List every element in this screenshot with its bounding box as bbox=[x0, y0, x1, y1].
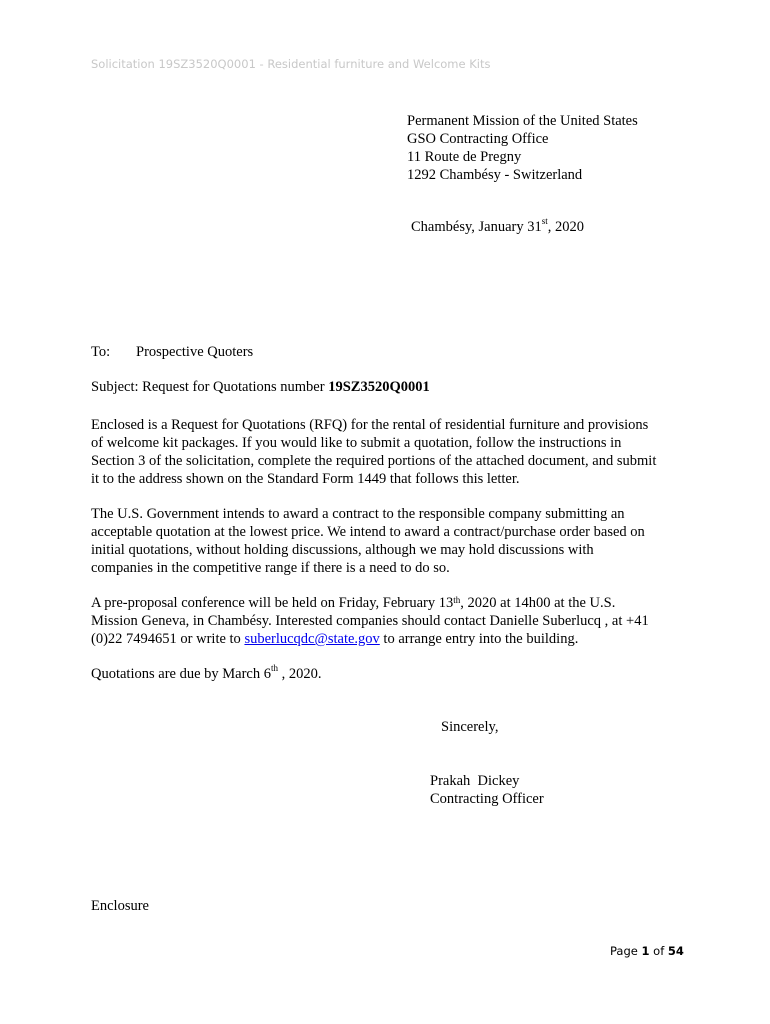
page-number bbox=[610, 944, 684, 958]
page-total: 54 bbox=[667, 944, 684, 958]
due-ordinal: th bbox=[271, 663, 279, 673]
paragraph-line: The U.S. Government intends to award a contract to the responsible company submitting an bbox=[91, 506, 625, 522]
paragraph-line bbox=[91, 630, 691, 648]
address-line: 11 Route de Pregny bbox=[407, 149, 522, 165]
date-ordinal: st bbox=[541, 216, 548, 226]
due-year: , 2020. bbox=[278, 666, 322, 682]
page-prefix: Page bbox=[610, 944, 642, 958]
paragraph-line: of welcome kit packages. If you would like to submit a quotation, follow the instructions in bbox=[91, 435, 622, 451]
paragraph-line: acceptable quotation at the lowest price. We intend to award a contract/purchase order based on bbox=[91, 524, 645, 540]
date-year: , 2020 bbox=[547, 219, 585, 235]
page-of: of bbox=[649, 944, 668, 958]
due-date-line bbox=[91, 663, 322, 683]
subject-label: Subject: Request for Quotations number bbox=[91, 379, 329, 395]
paragraph-conference bbox=[91, 594, 691, 648]
signer-title: Contracting Officer bbox=[430, 791, 544, 807]
page-header: Solicitation 19SZ3520Q0001 - Residential furniture and Welcome Kits bbox=[91, 57, 491, 71]
closing: Sincerely, bbox=[441, 719, 499, 735]
signer-name: Prakah Dickey bbox=[430, 773, 520, 789]
contact-text: (0)22 7494651 or write to bbox=[91, 631, 245, 647]
rfq-number: 19SZ3520Q0001 bbox=[328, 379, 430, 395]
email-link[interactable]: suberlucqdc@state.gov bbox=[244, 631, 380, 647]
to-label: To: bbox=[91, 344, 111, 360]
address-line: 1292 Chambésy - Switzerland bbox=[407, 167, 583, 183]
paragraph-line: Enclosed is a Request for Quotations (RFQ) for the rental of residential furniture and provisions bbox=[91, 417, 649, 433]
conference-ordinal: th bbox=[453, 595, 461, 605]
paragraph-line: Mission Geneva, in Chambésy. Interested companies should contact Danielle Suberlucq , at +41 bbox=[91, 613, 649, 629]
paragraph-award-intent bbox=[91, 505, 691, 577]
recipient-line bbox=[91, 344, 253, 361]
paragraph-line: initial quotations, without holding discussions, although we may hold discussions with bbox=[91, 542, 594, 558]
due-text: Quotations are due by March 6 bbox=[91, 666, 271, 682]
conference-text: A pre-proposal conference will be held on Friday, February 13 bbox=[91, 595, 454, 611]
sender-address bbox=[407, 112, 638, 184]
subject-line bbox=[91, 379, 430, 396]
paragraph-line bbox=[91, 594, 691, 612]
conference-text-end: , 2020 at 14h00 at the U.S. bbox=[460, 595, 616, 611]
address-line: Permanent Mission of the United States bbox=[407, 113, 638, 129]
address-line: GSO Contracting Office bbox=[407, 131, 549, 147]
to-value: Prospective Quoters bbox=[136, 344, 254, 360]
date-text: Chambésy, January 31 bbox=[411, 219, 542, 235]
paragraph-line: Section 3 of the solicitation, complete the required portions of the attached document, and submit bbox=[91, 453, 657, 469]
paragraph-line: companies in the competitive range if there is a need to do so. bbox=[91, 560, 450, 576]
signature-block bbox=[430, 772, 544, 808]
page-current: 1 bbox=[641, 944, 650, 958]
paragraph-rfq-intro bbox=[91, 416, 691, 488]
contact-text-end: to arrange entry into the building. bbox=[379, 631, 579, 647]
enclosure-label: Enclosure bbox=[91, 898, 149, 914]
letter-date bbox=[411, 216, 585, 236]
paragraph-line: it to the address shown on the Standard Form 1449 that follows this letter. bbox=[91, 471, 520, 487]
